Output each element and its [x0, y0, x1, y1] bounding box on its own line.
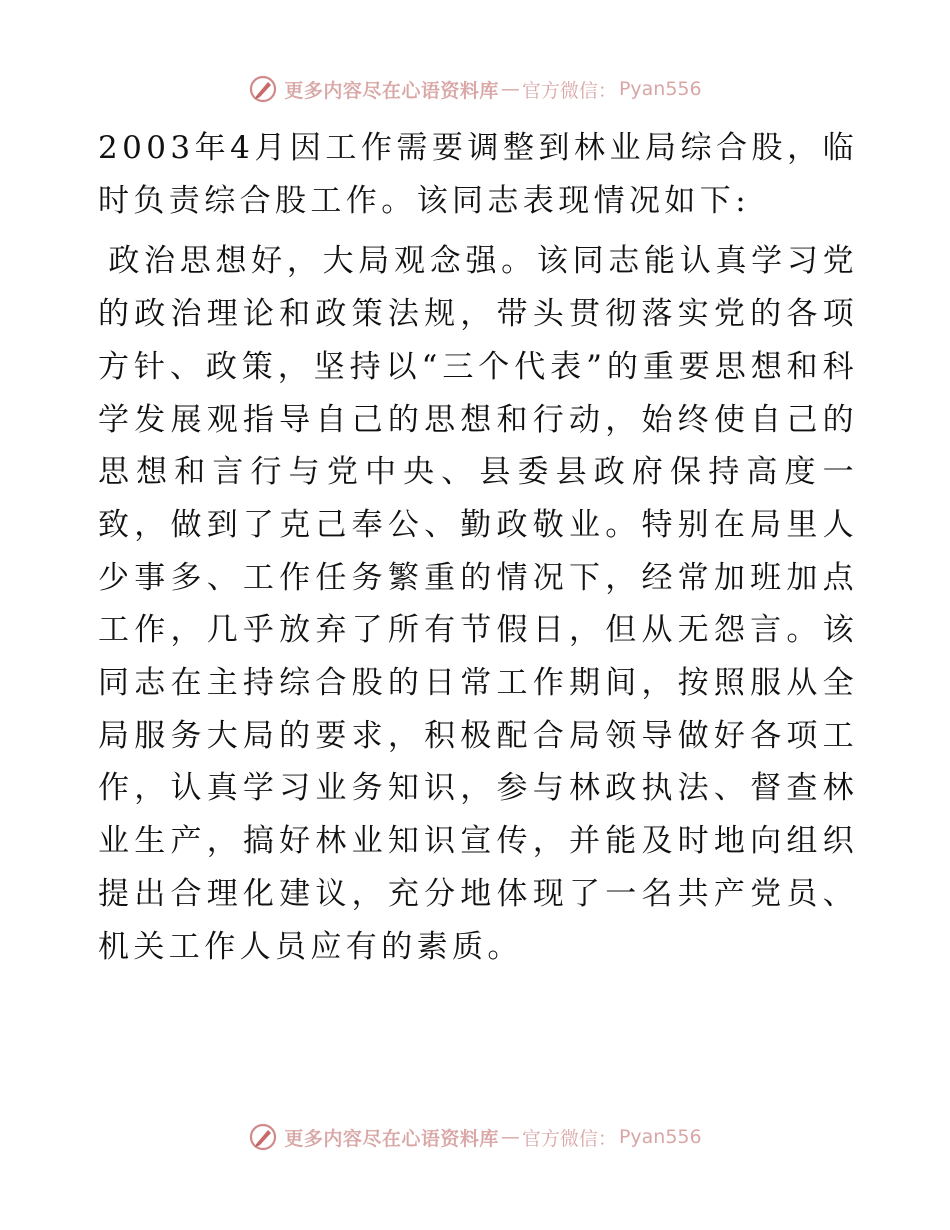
pen-logo-icon [248, 74, 278, 104]
watermark-wechat-id: Pyan556 [618, 78, 702, 100]
paragraph-text: 2003年4月因工作需要调整到林业局综合股，临时负责综合股工作。该同志表现情况如下: [98, 130, 858, 219]
watermark-wechat-label: 官方微信： [521, 79, 617, 102]
paragraph-political [98, 235, 858, 973]
watermark-dash: — [500, 1126, 520, 1148]
header-watermark [0, 74, 950, 104]
watermark-wechat-id: Pyan556 [618, 1126, 702, 1148]
paragraph-text: 政治思想好，大局观念强。该同志能认真学习党的政治理论和政策法规，带头贯彻落实党的各项方针、政策，坚持以“三个代表”的重要思想和科学发展观指导自己的思想和行动，始终使自己的思想和言行与党中央、县委县政府保持高度一致，做到了克己奉公、勤政敬业。特别在局里人少事多、工作任务繁重的情况下，经常加班加点工作，几乎放弃了所有节假日，但从无怨言。该同志在主持综合股的日常工作期间，按照服从全局服务大局的要求，积极配合局领导做好各项工作，认真学习业务知识，参与林政执法、督查林业生产，搞好林业知识宣传，并能及时地向组织提出合理化建议，充分地体现了一名共产党员、机关工作人员应有的素质。 [98, 243, 858, 965]
watermark-text: 更多内容尽在心语资料库 [284, 79, 499, 102]
watermark-wechat-label: 官方微信： [521, 1127, 617, 1150]
pen-logo-icon [248, 1122, 278, 1152]
document-body [98, 122, 858, 973]
footer-watermark [0, 1122, 950, 1152]
paragraph-intro [98, 122, 858, 227]
watermark-text: 更多内容尽在心语资料库 [284, 1127, 499, 1150]
watermark-dash: — [500, 78, 520, 100]
